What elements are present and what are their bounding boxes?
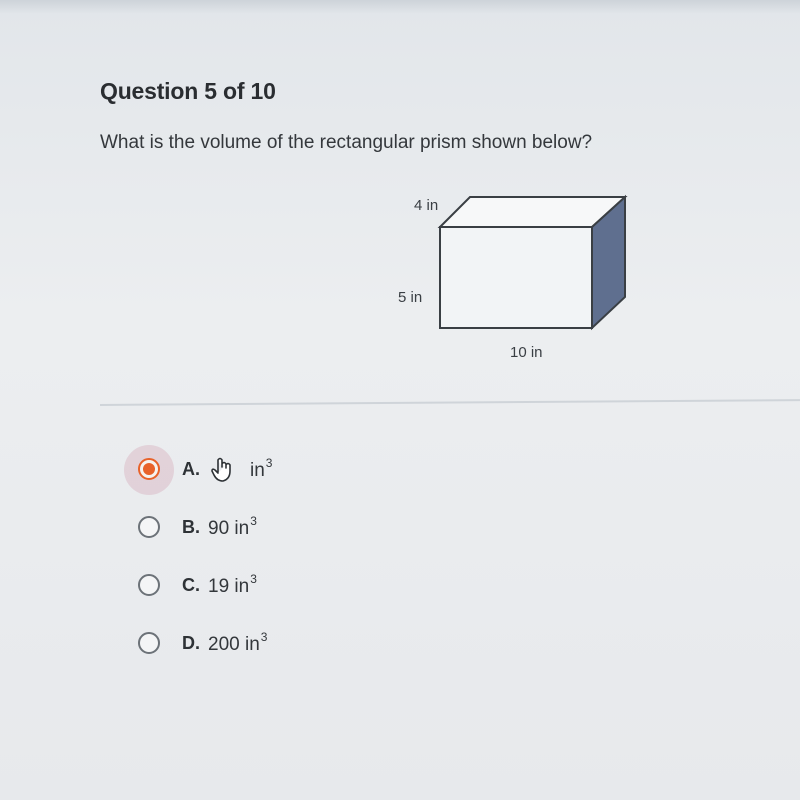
choice-letter: C. [182, 574, 200, 595]
choice-c[interactable] [130, 556, 530, 614]
choice-value: 200 $in^3$ [208, 630, 268, 655]
choice-value: $in^3$ [250, 456, 273, 481]
hand-pointer-icon [206, 454, 240, 484]
width-label: 10 in [510, 344, 543, 361]
choice-value: 90 $in^3$ [208, 514, 257, 539]
question-title: Question 5 of 10 [100, 78, 276, 104]
choice-letter: D. [182, 632, 200, 653]
choice-value: 19 $in^3$ [208, 572, 257, 597]
radio-button-a[interactable] [138, 458, 160, 480]
depth-label: 4 in [414, 197, 439, 214]
choice-a[interactable] [130, 440, 530, 498]
choice-d[interactable] [130, 614, 530, 672]
choice-b[interactable] [130, 498, 530, 556]
choice-letter: A. [182, 458, 200, 479]
prism-figure [380, 185, 640, 370]
section-divider [100, 399, 800, 406]
answer-choices [130, 440, 530, 672]
question-text: What is the volume of the rectangular prism shown below? [100, 132, 593, 153]
radio-button-d[interactable] [138, 632, 160, 654]
height-label: 5 in [398, 289, 423, 306]
radio-button-c[interactable] [138, 574, 160, 596]
prism-front-face [440, 227, 592, 328]
choice-letter: B. [182, 516, 200, 537]
top-bar [0, 0, 800, 14]
radio-button-b[interactable] [138, 516, 160, 538]
prism-diagram [380, 185, 640, 370]
